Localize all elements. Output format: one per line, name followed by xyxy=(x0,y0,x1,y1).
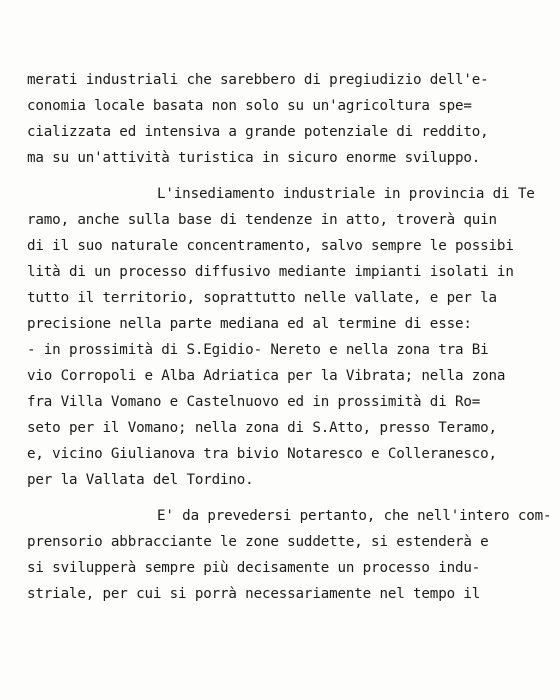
text-line: precisione nella parte mediana ed al termine di esse: xyxy=(27,316,472,332)
text-line: cializzata ed intensiva a grande potenziale di reddito, xyxy=(27,124,489,140)
text-line: ramo, anche sulla base di tendenze in atto, troverà quin xyxy=(27,212,497,228)
text-line: E' da prevedersi pertanto, che nell'intero com- xyxy=(157,508,552,524)
text-line: striale, per cui si porrà necessariamente nel tempo il xyxy=(27,586,481,602)
text-line: si svilupperà sempre più decisamente un processo indu- xyxy=(27,560,481,576)
text-line: merati industriali che sarebbero di pregiudizio dell'e- xyxy=(27,72,489,88)
text-line: seto per il Vomano; nella zona di S.Atto, presso Teramo, xyxy=(27,420,497,436)
text-line: fra Villa Vomano e Castelnuovo ed in prossimità di Ro= xyxy=(27,394,481,410)
text-line: - in prossimità di S.Egidio- Nereto e nella zona tra Bi xyxy=(27,342,489,358)
text-line: e, vicino Giulianova tra bivio Notaresco e Colleranesco, xyxy=(27,446,497,462)
text-line: di il suo naturale concentramento, salvo sempre le possibi xyxy=(27,238,514,254)
text-line: per la Vallata del Tordino. xyxy=(27,472,254,488)
text-line: L'insediamento industriale in provincia di Te xyxy=(157,186,535,202)
text-line: prensorio abbracciante le zone suddette, si estenderà e xyxy=(27,534,489,550)
text-line: lità di un processo diffusivo mediante impianti isolati in xyxy=(27,264,514,280)
text-line: vio Corropoli e Alba Adriatica per la Vibrata; nella zona xyxy=(27,368,506,384)
text-line: tutto il territorio, soprattutto nelle vallate, e per la xyxy=(27,290,497,306)
text-line: conomia locale basata non solo su un'agricoltura spe= xyxy=(27,98,472,114)
text-line: ma su un'attività turistica in sicuro enorme sviluppo. xyxy=(27,150,481,166)
